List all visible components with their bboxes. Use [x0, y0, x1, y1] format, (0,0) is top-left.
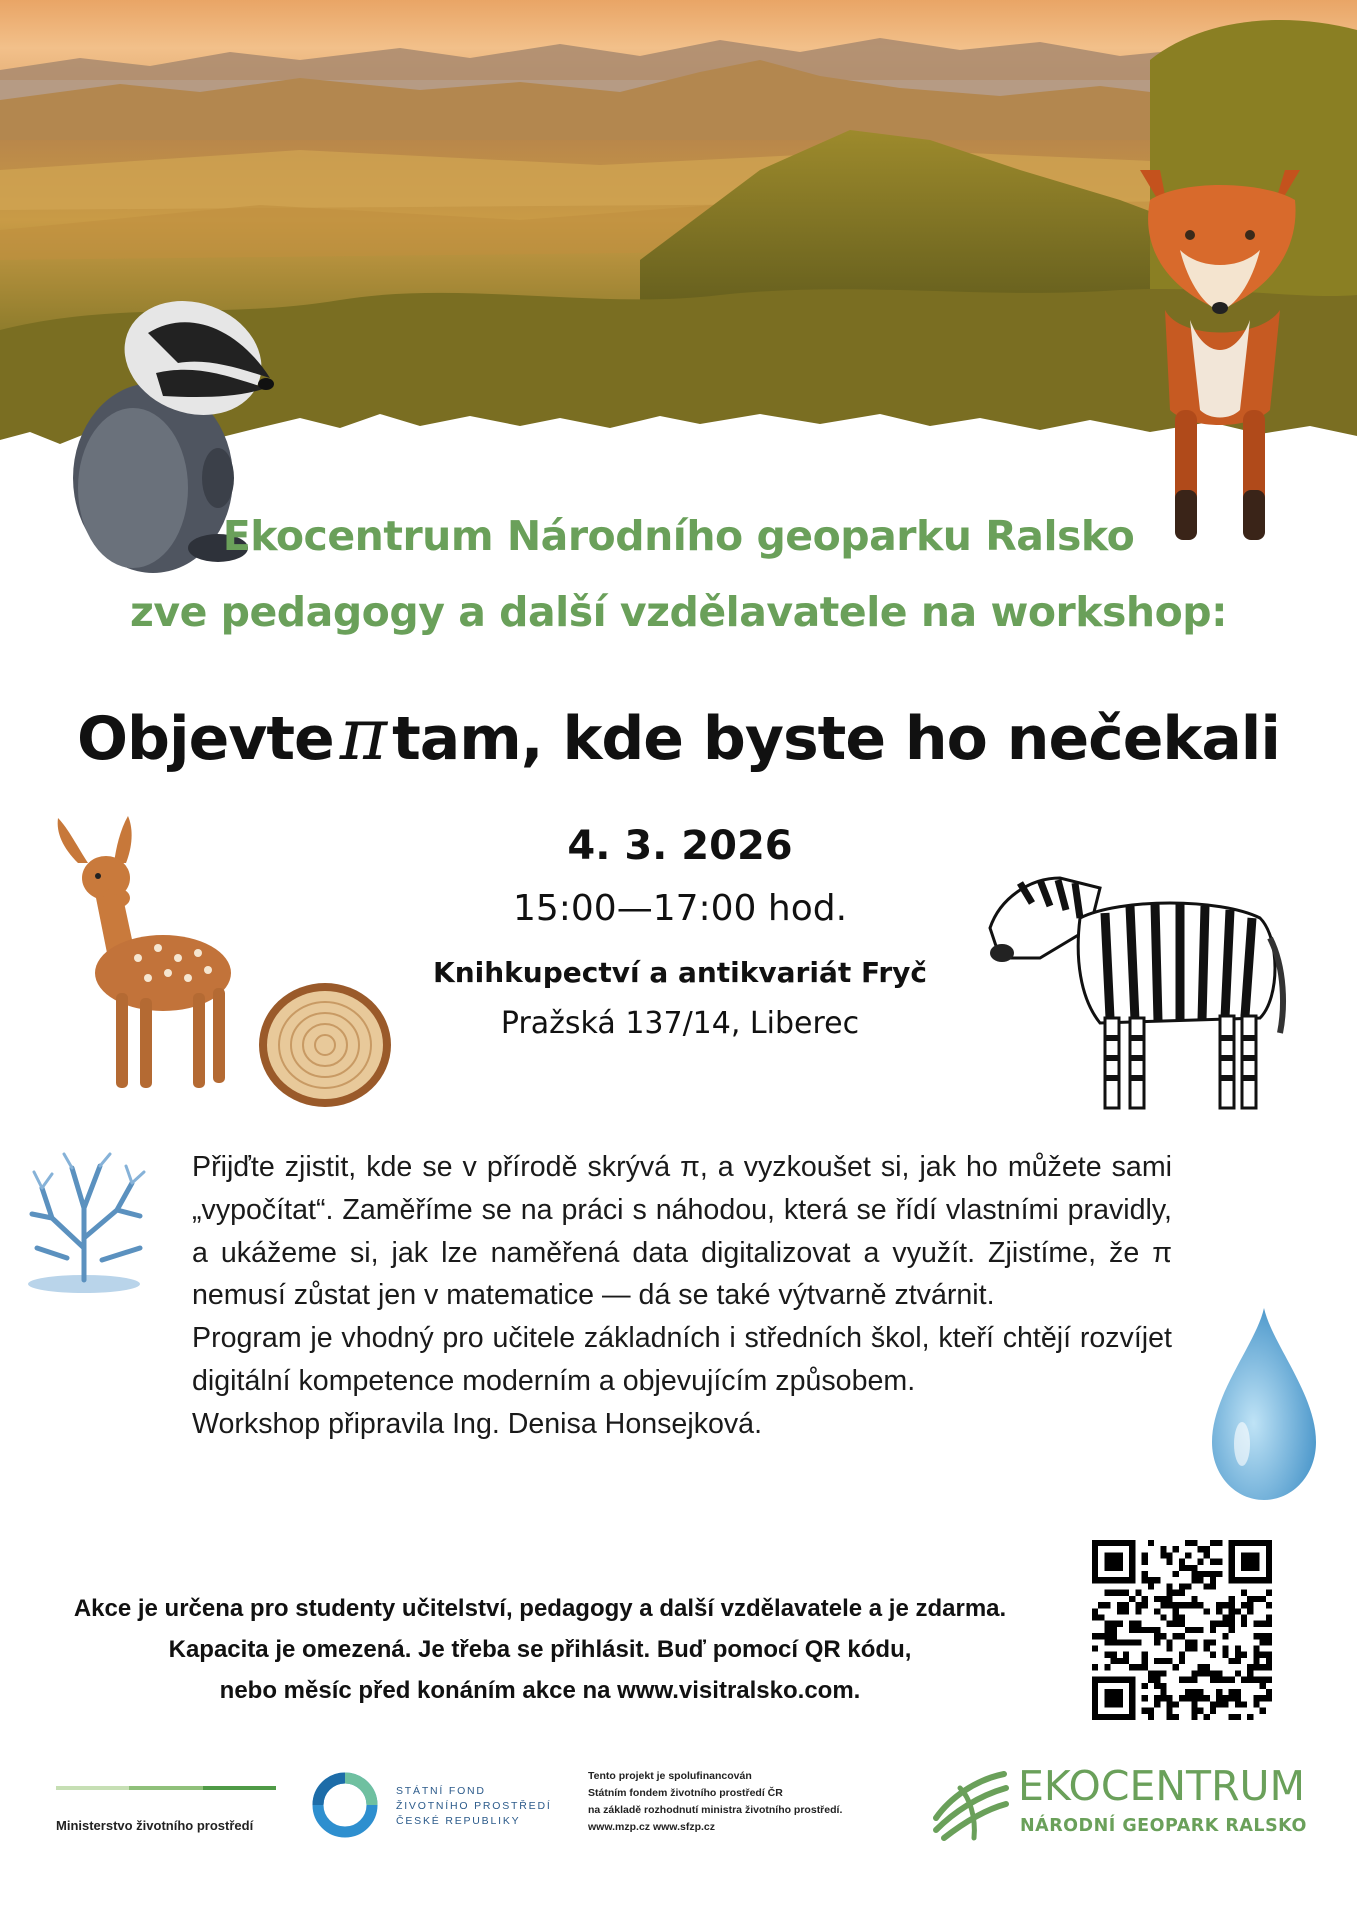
ekocentrum-leaf-icon — [930, 1768, 1010, 1842]
wood-slice-icon — [256, 980, 394, 1110]
mzp-color-bars — [56, 1786, 276, 1790]
ekocentrum-subtitle: NÁRODNÍ GEOPARK RALSKO — [1020, 1816, 1307, 1836]
mzp-logo — [56, 1786, 276, 1833]
description-paragraph-1: Přijďte zjistit, kde se v přírodě skrývá π, a vyzkoušet si, jak ho můžete sami „vypočítat“. Zaměříme se na práci s náhodou, která se řídí vlastními pravidly, a ukážeme si, jak lze naměřená data digitalizovat a využít. Zjistíme, že π nemusí zůstat jen v matematice — dá se také výtvarně ztvárnit. — [192, 1151, 1172, 1312]
ekocentrum-logo — [930, 1762, 1320, 1842]
title-after: tam, kde byste ho nečekali — [392, 704, 1280, 774]
event-date: 4. 3. 2026 — [567, 823, 793, 869]
intro-line-1: Ekocentrum Národního geoparku Ralsko — [222, 512, 1135, 560]
water-drop-icon — [1208, 1304, 1320, 1504]
fawn-icon — [48, 808, 238, 1098]
cofin-line-3: na základě rozhodnutí ministra životního prostředí. — [588, 1804, 843, 1816]
sfzp-text — [396, 1784, 552, 1829]
event-venue: Knihkupectví a antikvariát Fryč — [433, 956, 927, 989]
sfzp-line-3: ČESKÉ REPUBLIKY — [396, 1815, 521, 1827]
ekocentrum-title: EKOCENTRUM — [1018, 1762, 1305, 1810]
mzp-name: Ministerstvo životního prostředí — [56, 1818, 254, 1833]
pi-symbol: π — [339, 692, 387, 776]
sfzp-line-2: ŽIVOTNÍHO PROSTŘEDÍ — [396, 1800, 552, 1812]
cofinancing-note — [588, 1768, 888, 1836]
coral-icon — [22, 1148, 152, 1296]
qr-code-icon[interactable] — [1092, 1540, 1272, 1720]
intro-line-2: zve pedagogy a další vzdělavatele na workshop: — [129, 588, 1227, 636]
title-before: Objevte — [77, 704, 334, 774]
notice-line-1: Akce je určena pro studenty učitelství, pedagogy a další vzdělavatele a je zdarma. — [73, 1595, 1007, 1622]
description — [192, 1146, 1172, 1446]
event-address: Pražská 137/14, Liberec — [500, 1006, 860, 1041]
cofin-line-1: Tento projekt je spolufinancován — [588, 1770, 752, 1782]
description-paragraph-2: Program je vhodný pro učitele základních i středních škol, kteří chtějí rozvíjet digitální kompetence moderním a objevujícím způsobem. — [192, 1322, 1172, 1397]
sfzp-line-1: STÁTNÍ FOND — [396, 1785, 486, 1797]
fox-icon — [1120, 160, 1320, 560]
description-paragraph-3: Workshop připravila Ing. Denisa Honsejková. — [192, 1407, 763, 1440]
workshop-title — [0, 692, 1357, 776]
notice-line-2: Kapacita je omezená. Je třeba se přihlásit. Buď pomocí QR kódu, — [168, 1636, 912, 1663]
cofin-line-2: Státním fondem životního prostředí ČR — [588, 1787, 783, 1799]
sfzp-ring-icon — [310, 1770, 380, 1840]
cofin-links[interactable]: www.mzp.cz www.sfzp.cz — [588, 1821, 715, 1833]
notice-line-3: nebo měsíc před konáním akce na www.visitralsko.com. — [219, 1677, 861, 1704]
event-time: 15:00—17:00 hod. — [512, 888, 848, 929]
registration-notice — [40, 1588, 1040, 1711]
zebra-icon — [980, 858, 1300, 1120]
sfzp-logo — [310, 1770, 570, 1840]
